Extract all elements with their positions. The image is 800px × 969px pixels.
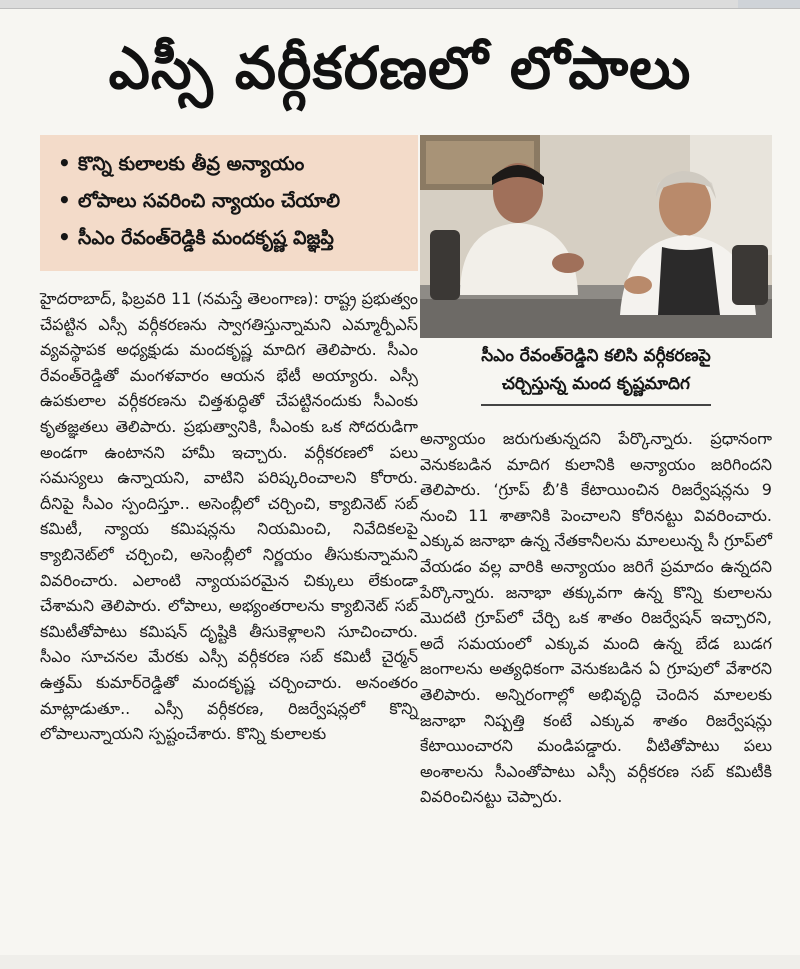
bullet-icon: • — [58, 225, 71, 249]
highlight-text: లోపాలు సవరించి న్యాయం చేయాలి — [78, 190, 340, 212]
highlight-text: సీఎం రేవంత్‌రెడ్డికి మందకృష్ణ విజ్ఞప్తి — [78, 227, 334, 249]
headline: ఎస్సీ వర్గీకరణలో లోపాలు — [108, 34, 692, 102]
article-body-right: అన్యాయం జరుగుతున్నదని పేర్కొన్నారు. ప్రధానంగా వెనుకబడిన మాదిగ కులానికి అన్యాయం జరిగిందని తెలిపారు. ‘గ్రూప్ బీ’కి కేటాయించిన రిజర్వేషన్లను 9 నుంచి 11 శాతానికి పెంచాలని కోరినట్టు వివరించారు. ఎక్కువ జనాభా ఉన్న నేతకానీలను మాలలున్న సీ గ్రూప్‌లో వేయడం వల్ల వారికి అన్యాయం జరిగే ప్రమాదం ఉన్నదని పేర్కొన్నారు. జనాభా తక్కువగా ఉన్న కొన్ని కులాలను మొదటి గ్రూప్‌లో చేర్చి ఒక శాతం రిజర్వేషన్ ఇచ్చారని, అదే సమయంలో ఎక్కువ మంది ఉన్న బేడ బుడగ జంగాలను అత్యధికంగా వెనుకబడిన ఏ గ్రూపులో వేశారని తెలిపారు. అన్నిరంగాల్లో అభివృద్ధి చెందిన మాలలకు జనాభా నిష్పత్తి కంటే ఎక్కువ శాతం రిజర్వేషన్లు కేటాయించారని మండిపడ్డారు. వీటితోపాటు పలు అంశాలను సీఎంతోపాటు ఎస్సీ వర్గీకరణ సబ్ కమిటీకి వివరించినట్టు చెప్పారు. — [420, 429, 772, 807]
photo-caption — [420, 342, 772, 406]
top-bar-tab — [738, 0, 800, 8]
page-bottom-strip — [0, 955, 800, 969]
highlights-box — [40, 135, 418, 271]
highlight-item — [58, 182, 418, 219]
highlight-item — [58, 219, 418, 256]
caption-rule — [481, 404, 711, 406]
bullet-icon: • — [58, 188, 71, 212]
article-body-left: హైదరాబాద్, ఫిబ్రవరి 11 (నమస్తే తెలంగాణ): రాష్ట్ర ప్రభుత్వం చేపట్టిన ఎస్సీ వర్గీకరణను స్వాగతిస్తున్నామని ఎమ్మార్పీఎస్ వ్యవస్థాపక అధ్యక్షుడు మందకృష్ణ మాదిగ తెలిపారు. సీఎం రేవంత్‌రెడ్డితో మంగళవారం ఆయన భేటీ అయ్యారు. ఎస్సీ ఉపకులాల వర్గీకరణను చిత్తశుద్ధితో చేపట్టినందుకు సీఎంకు కృతజ్ఞతలు తెలిపారు. ప్రభుత్వానికి, సీఎంకు ఒక సోదరుడిగా అండగా ఉంటానని హామీ ఇచ్చారు. వర్గీకరణలో పలు సమస్యలు ఉన్నాయని, వాటిని పరిష్కరించాలని కోరారు. దీనిపై సీఎం స్పందిస్తూ.. అసెంబ్లీలో చర్చించి, క్యాబినెట్ సబ్ కమిటీ, న్యాయ కమిషన్లను నియమించి, నివేదికలపై క్యాబినెట్‌లో చర్చించి, అసెంబ్లీలో నిర్ణయం తీసుకున్నామని వివరించారు. ఎలాంటి న్యాయపరమైన చిక్కులు లేకుండా చేశామని తెలిపారు. లోపాలు, అభ్యంతరాలను క్యాబినెట్ సబ్ కమిటీతోపాటు కమిషన్ దృష్టికి తీసుకెళ్లాలని సూచించారు. సీఎం సూచనల మేరకు ఎస్సీ వర్గీకరణ సబ్ కమిటీ చైర్మన్ ఉత్తమ్ కుమార్‌రెడ్డితో మందకృష్ణ చర్చించారు. అనంతరం మాట్లాడుతూ.. ఎస్సీ వర్గీకరణ, రిజర్వేషన్లలో కొన్ని లోపాలున్నాయని స్పష్టంచేశారు. కొన్ని కులాలకు — [40, 289, 418, 744]
top-bar — [0, 0, 800, 9]
news-photo — [420, 135, 772, 338]
caption-line-2: చర్చిస్తున్న మంద కృష్ణమాదిగ — [502, 374, 690, 394]
news-photo-illustration — [420, 135, 772, 338]
highlight-item — [58, 145, 418, 182]
caption-line-1: సీఎం రేవంత్‌రెడ్డిని కలిసి వర్గీకరణపై — [481, 346, 711, 366]
bullet-icon: • — [58, 151, 71, 175]
highlight-text: కొన్ని కులాలకు తీవ్ర అన్యాయం — [78, 153, 305, 175]
